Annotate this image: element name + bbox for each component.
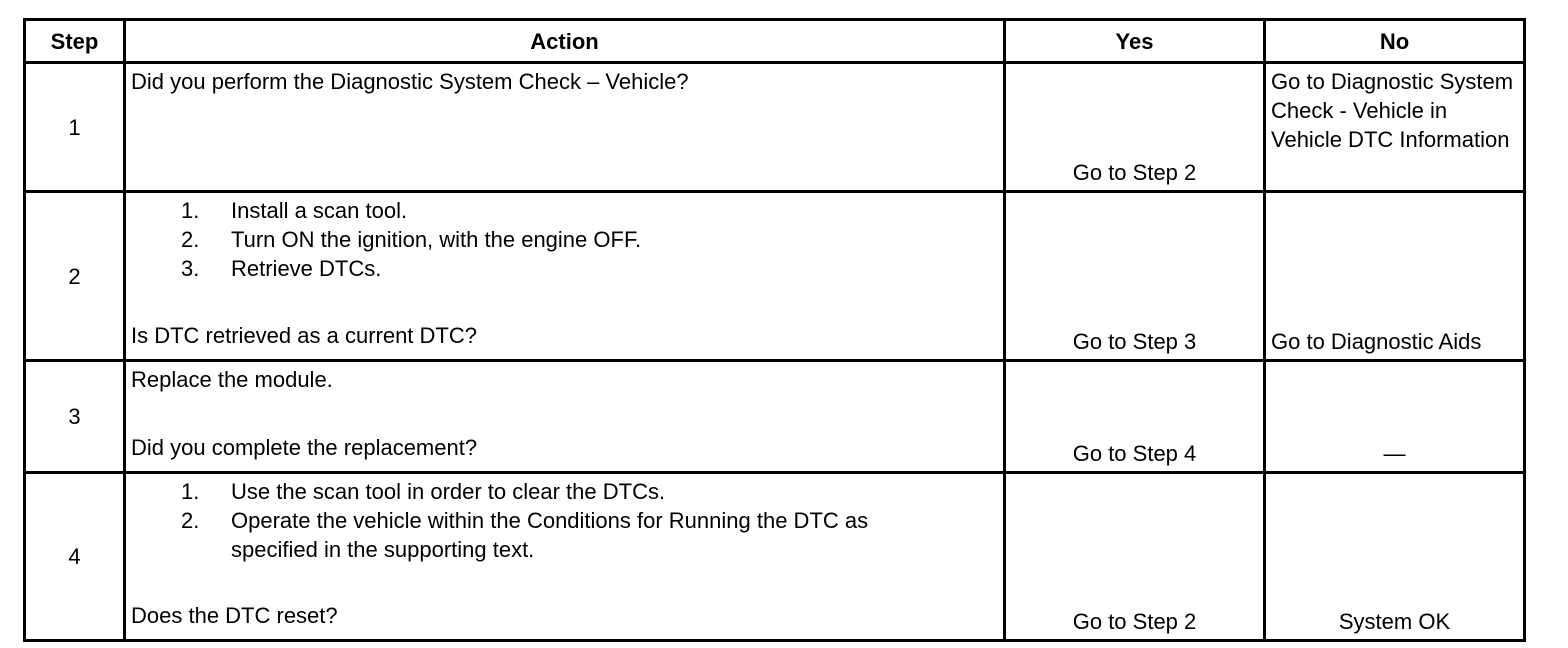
- yes-outcome: Go to Step 2: [1005, 473, 1265, 641]
- table-row: [25, 192, 1525, 361]
- action-step-list: [131, 196, 998, 283]
- step-number: 2: [25, 192, 125, 361]
- diagnostic-table: [23, 18, 1526, 642]
- table-row: [25, 361, 1525, 473]
- list-item-number: 2.: [181, 227, 200, 252]
- action-step-list: [131, 477, 998, 564]
- yes-outcome: Go to Step 3: [1005, 192, 1265, 361]
- action-question: Does the DTC reset?: [131, 603, 338, 628]
- header-yes: Yes: [1005, 20, 1265, 63]
- list-item: [131, 225, 998, 254]
- action-cell: [125, 63, 1005, 192]
- list-item-number: 3.: [181, 256, 200, 281]
- list-item: [131, 254, 998, 283]
- no-outcome: —: [1265, 361, 1525, 473]
- step-number: 4: [25, 473, 125, 641]
- no-outcome: Go to Diagnostic Aids: [1265, 192, 1525, 361]
- list-item-text: Turn ON the ignition, with the engine OFF.: [231, 227, 642, 252]
- list-item: [131, 506, 958, 564]
- action-question: Is DTC retrieved as a current DTC?: [131, 323, 477, 348]
- list-item: [131, 477, 958, 506]
- list-item-text: Install a scan tool.: [231, 198, 408, 223]
- header-action: Action: [125, 20, 1005, 63]
- header-no: No: [1265, 20, 1525, 63]
- step-number: 3: [25, 361, 125, 473]
- action-question: Did you perform the Diagnostic System Check – Vehicle?: [131, 69, 689, 94]
- action-cell: [125, 361, 1005, 473]
- list-item-text: Use the scan tool in order to clear the DTCs.: [231, 479, 666, 504]
- no-outcome: System OK: [1265, 473, 1525, 641]
- list-item-number: 2.: [181, 508, 200, 533]
- action-question: Did you complete the replacement?: [131, 435, 478, 460]
- list-item: [131, 196, 998, 225]
- yes-outcome: Go to Step 2: [1005, 63, 1265, 192]
- step-number: 1: [25, 63, 125, 192]
- no-outcome: Go to Diagnostic System Check - Vehicle in Vehicle DTC Information: [1265, 63, 1525, 192]
- table-row: [25, 473, 1525, 641]
- list-item-number: 1.: [181, 479, 200, 504]
- list-item-text: Retrieve DTCs.: [231, 256, 382, 281]
- yes-outcome: Go to Step 4: [1005, 361, 1265, 473]
- action-intro: Replace the module.: [131, 367, 333, 392]
- list-item-text: Operate the vehicle within the Conditions for Running the DTC as specified in the supporting text.: [231, 508, 869, 562]
- header-step: Step: [25, 20, 125, 63]
- header-row: [25, 20, 1525, 63]
- table-row: [25, 63, 1525, 192]
- action-cell: [125, 192, 1005, 361]
- action-cell: [125, 473, 1005, 641]
- list-item-number: 1.: [181, 198, 200, 223]
